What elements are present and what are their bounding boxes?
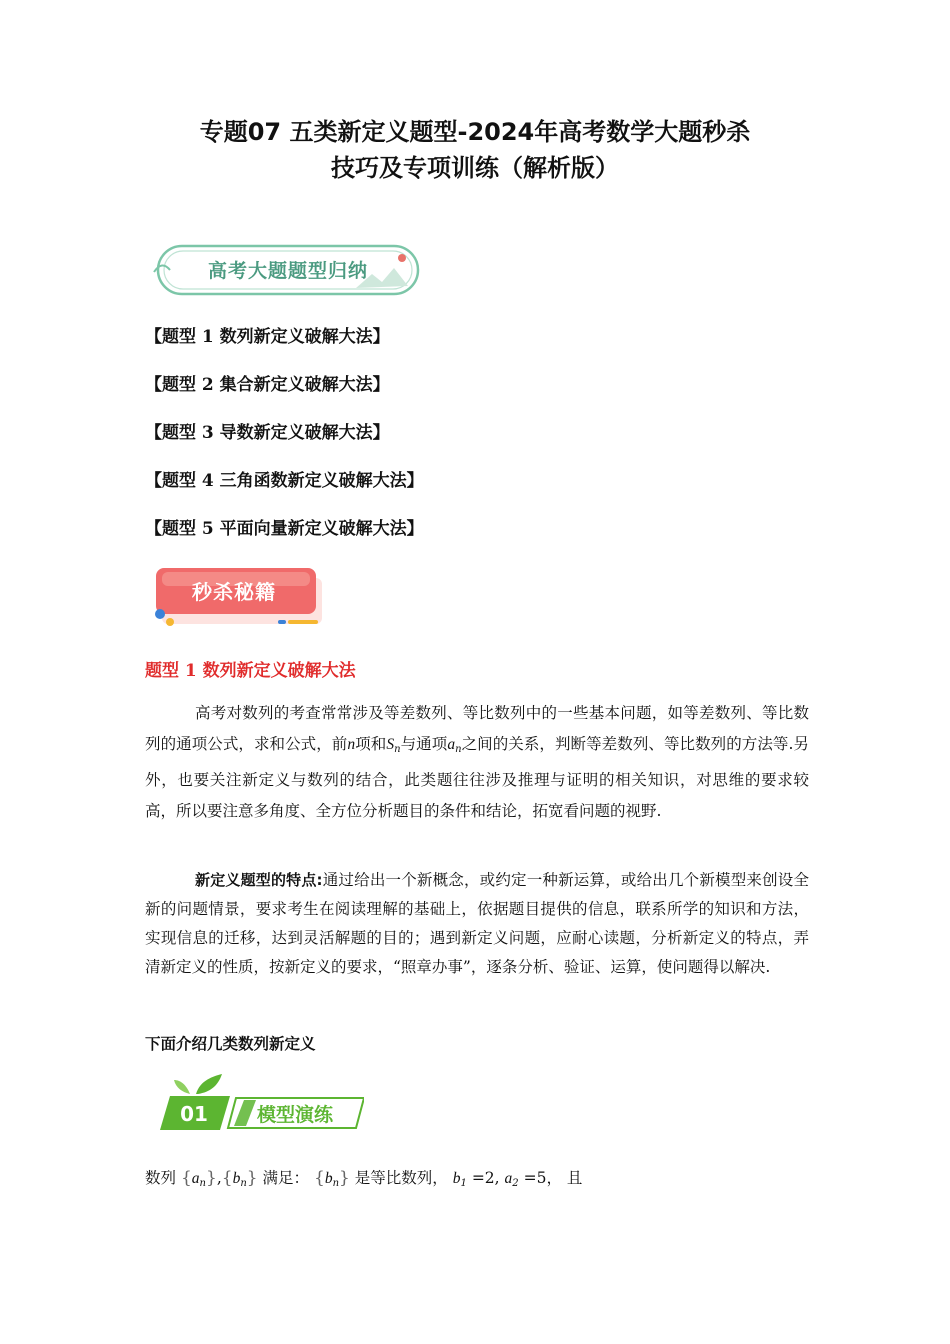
model-banner-number: 01 (180, 1102, 208, 1126)
secret-banner (152, 566, 324, 630)
secret-banner-label: 秒杀秘籍 (192, 580, 276, 604)
model-banner (160, 1072, 364, 1134)
toc-item-3: 【题型 3 导数新定义破解大法】 (145, 423, 390, 443)
yellow-dot-icon (166, 618, 174, 626)
subheading: 下面介绍几类数列新定义 (145, 1035, 316, 1053)
math-a-subscript: n (455, 744, 462, 755)
sun-icon (398, 254, 406, 262)
seq-b: b (232, 1170, 241, 1187)
term-a2: a (504, 1170, 513, 1187)
seq-a: a (191, 1170, 200, 1187)
toc-item-1: 【题型 1 数列新定义破解大法】 (145, 327, 390, 347)
title-line-2: 技巧及专项训练（解析版） (331, 154, 619, 182)
term-b1: b (452, 1170, 461, 1187)
model-banner-label: 模型演练 (256, 1104, 334, 1126)
toc-item-2: 【题型 2 集合新定义破解大法】 (145, 375, 390, 395)
toc-item-4: 【题型 4 三角函数新定义破解大法】 (145, 471, 424, 491)
problem-statement: 数列 $\{a_n\},\{b_n\}$ 满足： $\{b_n\}$ 是等比数列， $b_1 =2$, $a_2 =5$， 且 (145, 1168, 583, 1189)
math-S-subscript: n (394, 744, 401, 755)
section-heading: 题型 1 数列新定义破解大法 (145, 661, 356, 681)
toc-item-5: 【题型 5 平面向量新定义破解大法】 (145, 519, 424, 539)
document-title (120, 114, 830, 186)
features-label: 新定义题型的特点: (195, 871, 323, 889)
math-a: a (447, 736, 456, 753)
features-paragraph: 新定义题型的特点:通过给出一个新概念，或约定一种新运算，或给出几个新模型来创设全新的问题情景，要求考生在阅读理解的基础上，依据题目提供的信息，联系所学的知识和方法，实现信息的迁移，达到灵活解题的目的；遇到新定义问题，应耐心读题，分析新定义的特点，弄清新定义的性质，按新定义的要求，“照章办事”，逐条分析、验证、运算，使问题得以解决. (145, 871, 809, 976)
title-line-1: 专题07 五类新定义题型-2024年高考数学大题秒杀 (199, 118, 751, 146)
leaf-small-icon (174, 1080, 190, 1094)
leaf-icon (196, 1074, 222, 1094)
summary-banner (150, 242, 426, 298)
blue-dot-icon (155, 609, 165, 619)
summary-banner-label: 高考大题题型归纳 (207, 260, 369, 282)
math-n: n (347, 736, 356, 753)
intro-paragraph: 高考对数列的考查常常涉及等差数列、等比数列中的一些基本问题，如等差数列、等比数列的通项公式，求和公式，前n项和$S_n$与通项$a_n$之间的关系，判断等差数列、等比数列的方法等.另外，也要关注新定义与数列的结合，此类题往往涉及推理与证明的相关知识，对思维的要求较高，所以要注意多角度、全方位分析题目的条件和结论，拓宽看问题的视野. (145, 704, 809, 820)
math-S: S (386, 736, 395, 753)
